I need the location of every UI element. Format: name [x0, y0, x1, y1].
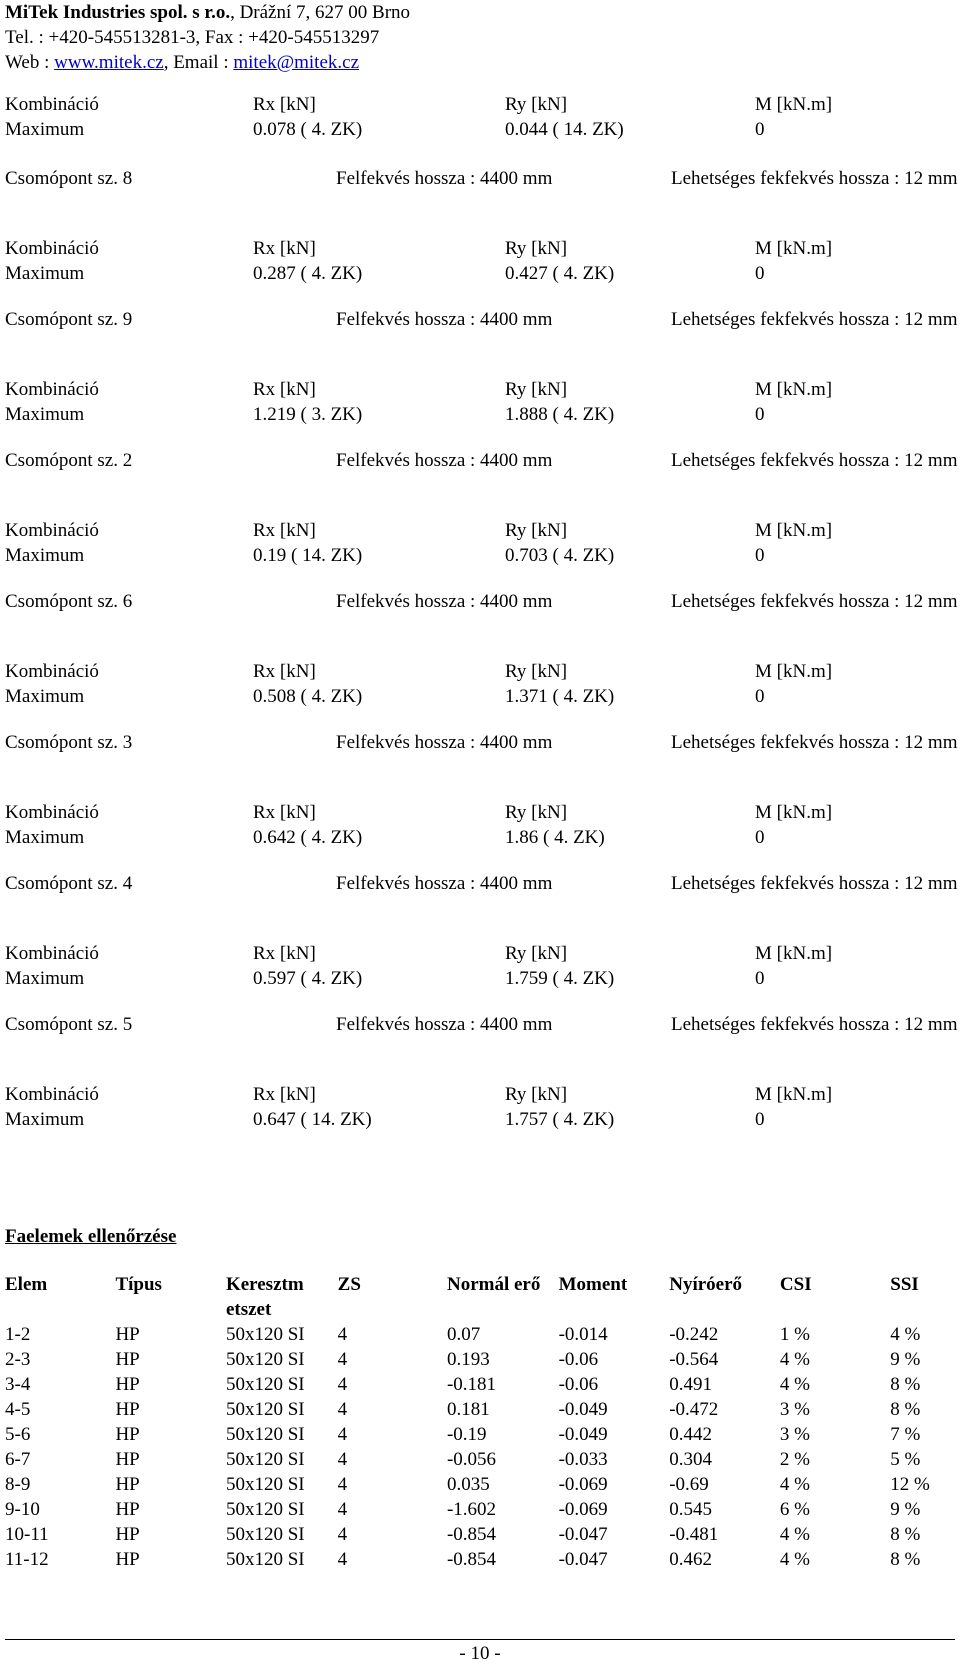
- node-block: [5, 871, 958, 991]
- table-row: [5, 1347, 960, 1372]
- m-label: M [kN.m]: [755, 379, 833, 400]
- node-title: Csomópont sz. 2: [5, 450, 133, 471]
- ry-value: 0.427 ( 4. ZK): [505, 263, 615, 284]
- node-possible-bearing: Lehetséges fekfekvés hossza : 12 mm: [671, 309, 958, 330]
- cell-ssi: 8 %: [890, 1374, 921, 1395]
- cell-moment: -0.06: [558, 1349, 599, 1370]
- rx-value: 0.078 ( 4. ZK): [253, 119, 363, 140]
- node-block: [5, 1012, 958, 1132]
- th-moment: Moment: [558, 1274, 628, 1295]
- m-value: 0: [755, 968, 765, 989]
- node-title: Csomópont sz. 6: [5, 591, 133, 612]
- cell-csi: 3 %: [779, 1399, 810, 1420]
- th-elem: Elem: [5, 1274, 48, 1295]
- kombinacio-label: Kombináció: [5, 802, 99, 823]
- cell-elem: 1-2: [5, 1324, 31, 1345]
- cell-keresztmetszet: 50x120 SI: [225, 1499, 305, 1520]
- ry-label: Ry [kN]: [505, 94, 568, 115]
- ry-label: Ry [kN]: [505, 238, 568, 259]
- th-keresztmetszet: Keresztm etszet: [225, 1274, 304, 1320]
- maximum-label: Maximum: [5, 686, 85, 707]
- node-possible-bearing: Lehetséges fekfekvés hossza : 12 mm: [671, 168, 958, 189]
- reaction-max-row: [5, 117, 955, 142]
- maximum-label: Maximum: [5, 968, 85, 989]
- kombinacio-label: Kombináció: [5, 379, 99, 400]
- cell-csi: 4 %: [779, 1474, 810, 1495]
- node-title-row: [5, 871, 958, 919]
- cell-ssi: 8 %: [890, 1399, 921, 1420]
- maximum-label: Maximum: [5, 263, 85, 284]
- cell-moment: -0.033: [558, 1449, 608, 1470]
- node-possible-bearing: Lehetséges fekfekvés hossza : 12 mm: [671, 732, 958, 753]
- company-name: MiTek Industries spol. s r.o.: [5, 2, 231, 23]
- cell-normal-ero: 0.035: [446, 1474, 490, 1495]
- node-bearing-length: Felfekvés hossza : 4400 mm: [336, 591, 553, 612]
- node-title-row: [5, 307, 958, 355]
- th-csi: CSI: [779, 1274, 812, 1295]
- web-line: [5, 50, 410, 75]
- reaction-max-row: [5, 684, 955, 709]
- node-title-row: [5, 730, 958, 778]
- node-title: Csomópont sz. 3: [5, 732, 133, 753]
- cell-ssi: 7 %: [890, 1424, 921, 1445]
- cell-ssi: 9 %: [890, 1349, 921, 1370]
- ry-label: Ry [kN]: [505, 661, 568, 682]
- table-row: [5, 1397, 960, 1422]
- page-number: - 10 -: [459, 1643, 501, 1664]
- node-bearing-length: Felfekvés hossza : 4400 mm: [336, 732, 553, 753]
- cell-keresztmetszet: 50x120 SI: [225, 1424, 305, 1445]
- cell-normal-ero: 0.07: [446, 1324, 481, 1345]
- node-title-row: [5, 1012, 958, 1060]
- node-title-row: [5, 589, 958, 637]
- table-row: [5, 1372, 960, 1397]
- ry-value: 0.044 ( 14. ZK): [505, 119, 624, 140]
- company-address: , Drážní 7, 627 00 Brno: [230, 2, 411, 23]
- maximum-label: Maximum: [5, 404, 85, 425]
- cell-ssi: 8 %: [890, 1549, 921, 1570]
- cell-nyiroero: -0.564: [669, 1349, 719, 1370]
- cell-ssi: 4 %: [890, 1324, 921, 1345]
- kombinacio-label: Kombináció: [5, 94, 99, 115]
- cell-moment: -0.014: [558, 1324, 608, 1345]
- cell-csi: 3 %: [779, 1424, 810, 1445]
- cell-zs: 4: [337, 1499, 348, 1520]
- cell-tipus: HP: [115, 1374, 140, 1395]
- cell-tipus: HP: [115, 1524, 140, 1545]
- table-row: [5, 1447, 960, 1472]
- node-possible-bearing: Lehetséges fekfekvés hossza : 12 mm: [671, 1014, 958, 1035]
- m-label: M [kN.m]: [755, 802, 833, 823]
- cell-normal-ero: 0.181: [446, 1399, 490, 1420]
- m-value: 0: [755, 545, 765, 566]
- maximum-label: Maximum: [5, 1109, 85, 1130]
- footer-rule: [5, 1639, 955, 1640]
- section-title: Faelemek ellenőrzése: [5, 1226, 177, 1247]
- web-label: Web :: [5, 52, 55, 73]
- cell-nyiroero: 0.545: [669, 1499, 712, 1520]
- cell-keresztmetszet: 50x120 SI: [225, 1374, 305, 1395]
- node-block: [5, 307, 958, 427]
- m-label: M [kN.m]: [755, 661, 833, 682]
- cell-keresztmetszet: 50x120 SI: [225, 1349, 305, 1370]
- email-link[interactable]: mitek@mitek.cz: [233, 52, 360, 73]
- th-zs: ZS: [337, 1274, 361, 1295]
- reaction-header-row: [5, 518, 955, 543]
- cell-tipus: HP: [115, 1499, 140, 1520]
- node-bearing-length: Felfekvés hossza : 4400 mm: [336, 1014, 553, 1035]
- cell-nyiroero: -0.472: [669, 1399, 719, 1420]
- cell-zs: 4: [337, 1449, 348, 1470]
- cell-ssi: 5 %: [890, 1449, 921, 1470]
- reaction-header-row: [5, 800, 955, 825]
- cell-zs: 4: [337, 1374, 348, 1395]
- rx-value: 0.287 ( 4. ZK): [253, 263, 363, 284]
- reaction-header-row: [5, 377, 955, 402]
- rx-label: Rx [kN]: [253, 520, 316, 541]
- cell-nyiroero: 0.491: [669, 1374, 712, 1395]
- rx-value: 0.642 ( 4. ZK): [253, 827, 363, 848]
- cell-csi: 4 %: [779, 1524, 810, 1545]
- node-bearing-length: Felfekvés hossza : 4400 mm: [336, 309, 553, 330]
- rx-value: 0.647 ( 14. ZK): [253, 1109, 372, 1130]
- ry-value: 1.757 ( 4. ZK): [505, 1109, 615, 1130]
- table-row: [5, 1497, 960, 1522]
- cell-moment: -0.06: [558, 1374, 599, 1395]
- cell-normal-ero: -0.181: [446, 1374, 497, 1395]
- cell-tipus: HP: [115, 1424, 140, 1445]
- letterhead: [5, 0, 410, 75]
- cell-elem: 11-12: [5, 1549, 49, 1570]
- cell-elem: 3-4: [5, 1374, 31, 1395]
- ry-label: Ry [kN]: [505, 802, 568, 823]
- first-reaction-block: [5, 92, 955, 142]
- cell-elem: 9-10: [5, 1499, 40, 1520]
- reaction-max-row: [5, 966, 955, 991]
- cell-zs: 4: [337, 1349, 348, 1370]
- kombinacio-label: Kombináció: [5, 943, 99, 964]
- cell-tipus: HP: [115, 1549, 140, 1570]
- cell-normal-ero: -1.602: [446, 1499, 497, 1520]
- reaction-max-row: [5, 261, 955, 286]
- node-bearing-length: Felfekvés hossza : 4400 mm: [336, 873, 553, 894]
- cell-zs: 4: [337, 1474, 348, 1495]
- cell-csi: 2 %: [779, 1449, 810, 1470]
- cell-zs: 4: [337, 1399, 348, 1420]
- node-possible-bearing: Lehetséges fekfekvés hossza : 12 mm: [671, 873, 958, 894]
- cell-ssi: 8 %: [890, 1524, 921, 1545]
- cell-normal-ero: 0.193: [446, 1349, 490, 1370]
- cell-tipus: HP: [115, 1474, 140, 1495]
- ry-value: 0.703 ( 4. ZK): [505, 545, 615, 566]
- cell-nyiroero: -0.69: [669, 1474, 709, 1495]
- rx-value: 0.19 ( 14. ZK): [253, 545, 363, 566]
- ry-value: 1.759 ( 4. ZK): [505, 968, 615, 989]
- node-possible-bearing: Lehetséges fekfekvés hossza : 12 mm: [671, 450, 958, 471]
- rx-value: 0.597 ( 4. ZK): [253, 968, 363, 989]
- maximum-label: Maximum: [5, 119, 85, 140]
- node-block: [5, 448, 958, 568]
- cell-csi: 4 %: [779, 1549, 810, 1570]
- reaction-max-row: [5, 543, 955, 568]
- rx-label: Rx [kN]: [253, 238, 316, 259]
- cell-elem: 4-5: [5, 1399, 31, 1420]
- th-tipus: Típus: [115, 1274, 162, 1295]
- m-value: 0: [755, 263, 765, 284]
- cell-keresztmetszet: 50x120 SI: [225, 1524, 305, 1545]
- cell-nyiroero: 0.304: [669, 1449, 712, 1470]
- m-value: 0: [755, 404, 765, 425]
- reaction-header-row: [5, 92, 955, 117]
- cell-keresztmetszet: 50x120 SI: [225, 1549, 305, 1570]
- maximum-label: Maximum: [5, 827, 85, 848]
- cell-elem: 6-7: [5, 1449, 31, 1470]
- cell-normal-ero: -0.854: [446, 1524, 497, 1545]
- cell-moment: -0.069: [558, 1499, 608, 1520]
- cell-csi: 4 %: [779, 1349, 810, 1370]
- m-value: 0: [755, 827, 765, 848]
- cell-ssi: 12 %: [890, 1474, 930, 1495]
- m-value: 0: [755, 686, 765, 707]
- kombinacio-label: Kombináció: [5, 238, 99, 259]
- cell-ssi: 9 %: [890, 1499, 921, 1520]
- reaction-header-row: [5, 941, 955, 966]
- ry-label: Ry [kN]: [505, 943, 568, 964]
- cell-moment: -0.047: [558, 1549, 608, 1570]
- node-block: [5, 166, 958, 286]
- m-label: M [kN.m]: [755, 238, 833, 259]
- reaction-max-row: [5, 825, 955, 850]
- rx-label: Rx [kN]: [253, 94, 316, 115]
- m-label: M [kN.m]: [755, 520, 833, 541]
- node-block: [5, 589, 958, 709]
- cell-zs: 4: [337, 1324, 348, 1345]
- cell-zs: 4: [337, 1549, 348, 1570]
- ry-label: Ry [kN]: [505, 379, 568, 400]
- cell-tipus: HP: [115, 1399, 140, 1420]
- cell-nyiroero: 0.442: [669, 1424, 712, 1445]
- ry-label: Ry [kN]: [505, 520, 568, 541]
- kombinacio-label: Kombináció: [5, 661, 99, 682]
- m-label: M [kN.m]: [755, 94, 833, 115]
- cell-normal-ero: -0.056: [446, 1449, 497, 1470]
- cell-moment: -0.049: [558, 1399, 608, 1420]
- th-normal-ero: Normál erő: [446, 1274, 541, 1295]
- ry-value: 1.888 ( 4. ZK): [505, 404, 615, 425]
- cell-csi: 4 %: [779, 1374, 810, 1395]
- m-label: M [kN.m]: [755, 1084, 833, 1105]
- ry-value: 1.371 ( 4. ZK): [505, 686, 615, 707]
- th-nyiroero: Nyíróerő: [669, 1274, 743, 1295]
- rx-label: Rx [kN]: [253, 802, 316, 823]
- kombinacio-label: Kombináció: [5, 1084, 99, 1105]
- table-row: [5, 1472, 960, 1497]
- reaction-max-row: [5, 402, 955, 427]
- cell-normal-ero: -0.19: [446, 1424, 487, 1445]
- cell-elem: 5-6: [5, 1424, 31, 1445]
- rx-label: Rx [kN]: [253, 1084, 316, 1105]
- email-label: , Email :: [163, 52, 234, 73]
- cell-moment: -0.047: [558, 1524, 608, 1545]
- cell-elem: 10-11: [5, 1524, 49, 1545]
- table-header-row: [5, 1272, 960, 1322]
- cell-keresztmetszet: 50x120 SI: [225, 1399, 305, 1420]
- cell-keresztmetszet: 50x120 SI: [225, 1324, 305, 1345]
- node-title-row: [5, 166, 958, 214]
- phone-line: Tel. : +420-545513281-3, Fax : +420-545513297: [5, 27, 380, 48]
- node-title: Csomópont sz. 9: [5, 309, 133, 330]
- m-label: M [kN.m]: [755, 943, 833, 964]
- cell-elem: 2-3: [5, 1349, 31, 1370]
- th-ssi: SSI: [890, 1274, 919, 1295]
- cell-tipus: HP: [115, 1449, 140, 1470]
- cell-moment: -0.069: [558, 1474, 608, 1495]
- node-possible-bearing: Lehetséges fekfekvés hossza : 12 mm: [671, 591, 958, 612]
- cell-normal-ero: -0.854: [446, 1549, 497, 1570]
- reaction-max-row: [5, 1107, 955, 1132]
- cell-keresztmetszet: 50x120 SI: [225, 1474, 305, 1495]
- maximum-label: Maximum: [5, 545, 85, 566]
- reaction-header-row: [5, 236, 955, 261]
- table-row: [5, 1322, 960, 1347]
- node-bearing-length: Felfekvés hossza : 4400 mm: [336, 168, 553, 189]
- node-title: Csomópont sz. 4: [5, 873, 133, 894]
- website-link[interactable]: www.mitek.cz: [54, 52, 164, 73]
- rx-value: 1.219 ( 3. ZK): [253, 404, 363, 425]
- rx-label: Rx [kN]: [253, 379, 316, 400]
- table-row: [5, 1522, 960, 1547]
- node-title: Csomópont sz. 8: [5, 168, 133, 189]
- cell-tipus: HP: [115, 1349, 140, 1370]
- m-value: 0: [755, 1109, 765, 1130]
- reaction-header-row: [5, 659, 955, 684]
- reaction-header-row: [5, 1082, 955, 1107]
- m-value: 0: [755, 119, 765, 140]
- rx-label: Rx [kN]: [253, 943, 316, 964]
- table-row: [5, 1422, 960, 1447]
- cell-nyiroero: -0.242: [669, 1324, 719, 1345]
- cell-nyiroero: -0.481: [669, 1524, 719, 1545]
- cell-zs: 4: [337, 1424, 348, 1445]
- ry-label: Ry [kN]: [505, 1084, 568, 1105]
- kombinacio-label: Kombináció: [5, 520, 99, 541]
- rx-value: 0.508 ( 4. ZK): [253, 686, 363, 707]
- cell-nyiroero: 0.462: [669, 1549, 712, 1570]
- cell-keresztmetszet: 50x120 SI: [225, 1449, 305, 1470]
- cell-csi: 1 %: [779, 1324, 810, 1345]
- node-block: [5, 730, 958, 850]
- node-bearing-length: Felfekvés hossza : 4400 mm: [336, 450, 553, 471]
- rx-label: Rx [kN]: [253, 661, 316, 682]
- company-line: [5, 0, 410, 25]
- table-body: [5, 1322, 960, 1572]
- ry-value: 1.86 ( 4. ZK): [505, 827, 605, 848]
- table-row: [5, 1547, 960, 1572]
- node-title-row: [5, 448, 958, 496]
- cell-tipus: HP: [115, 1324, 140, 1345]
- timber-check-table: [5, 1272, 960, 1572]
- node-title: Csomópont sz. 5: [5, 1014, 133, 1035]
- cell-zs: 4: [337, 1524, 348, 1545]
- cell-moment: -0.049: [558, 1424, 608, 1445]
- cell-csi: 6 %: [779, 1499, 810, 1520]
- cell-elem: 8-9: [5, 1474, 31, 1495]
